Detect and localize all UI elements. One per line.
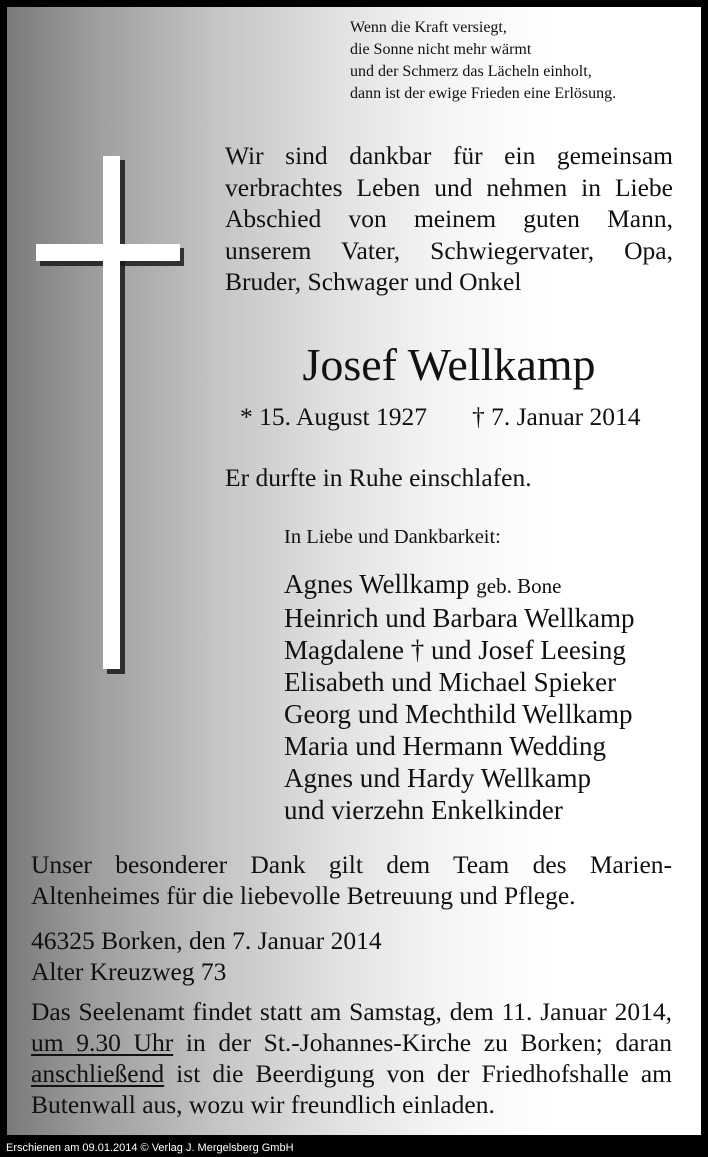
family-member: Heinrich und Barbara Wellkamp <box>284 603 635 633</box>
address-line: Alter Kreuzweg 73 <box>31 957 227 986</box>
service-line: Das Seelenamt findet statt am Samstag, dem 11. Januar 2014, <box>31 997 672 1026</box>
birth-date: * 15. August 1927 <box>240 402 428 431</box>
rest-text: Er durfte in Ruhe einschlafen. <box>225 463 532 492</box>
poem-line: dann ist der ewige Frieden eine Erlösung. <box>350 85 617 102</box>
burial-word: anschließend <box>31 1059 165 1088</box>
poem <box>350 17 695 105</box>
place-date-line: 46325 Borken, den 7. Januar 2014 <box>31 926 382 955</box>
family-member: Agnes und Hardy Wellkamp <box>284 763 592 793</box>
service-line: Butenwall aus, wozu wir freundlich einladen. <box>31 1090 495 1119</box>
family-member: Maria und Hermann Wedding <box>284 731 606 761</box>
intro-line: unserem Vater, Schwiegervater, Opa, <box>225 235 673 265</box>
family-member <box>284 568 634 602</box>
service-church: in der St.-Johannes-Kirche zu Borken; daran <box>173 1028 672 1057</box>
poem-line: die Sonne nicht mehr wärmt <box>350 41 532 58</box>
intro-line: Bruder, Schwager und Onkel <box>225 267 522 296</box>
intro-line: verbrachtes Leben und nehmen in Liebe <box>225 172 673 202</box>
service-time: um 9.30 Uhr <box>31 1028 174 1057</box>
service-line <box>31 1058 672 1089</box>
family-member: Magdalene † und Josef Leesing <box>284 635 626 665</box>
intro-line: Abschied von meinem guten Mann, <box>225 204 673 233</box>
poem-line: Wenn die Kraft versiegt, <box>350 19 507 36</box>
service-info <box>31 996 672 1120</box>
family-member: Elisabeth und Michael Spieker <box>284 667 617 697</box>
family-member-name: Agnes Wellkamp <box>284 569 470 599</box>
family-member: und vierzehn Enkelkinder <box>284 795 563 825</box>
love-line: In Liebe und Dankbarkeit: <box>284 526 501 548</box>
death-date: † 7. Januar 2014 <box>472 402 641 431</box>
place-and-date <box>31 925 382 987</box>
burial-text: ist die Beerdigung von der Friedhofshalle am <box>164 1059 672 1088</box>
family-member: Georg und Mechthild Wellkamp <box>284 699 633 729</box>
poem-line: und der Schmerz das Lächeln einholt, <box>350 63 592 80</box>
thanks-text <box>31 849 672 911</box>
intro-line: Wir sind dankbar für ein gemeinsam <box>225 141 673 170</box>
thanks-line: Unser besonderer Dank gilt dem Team des Marien- <box>31 850 672 879</box>
publication-footer: Erschienen am 09.01.2014 © Verlag J. Mergelsberg GmbH <box>6 1142 294 1154</box>
thanks-line: Altenheimes für die liebevolle Betreuung und Pflege. <box>31 881 576 910</box>
family-list <box>284 568 634 826</box>
intro-text <box>225 140 673 298</box>
latin-cross-icon <box>34 149 184 674</box>
maiden-name: geb. Bone <box>476 574 562 598</box>
obituary-notice <box>7 7 701 1135</box>
service-line <box>31 1027 672 1058</box>
deceased-name: Josef Wellkamp <box>302 339 596 390</box>
